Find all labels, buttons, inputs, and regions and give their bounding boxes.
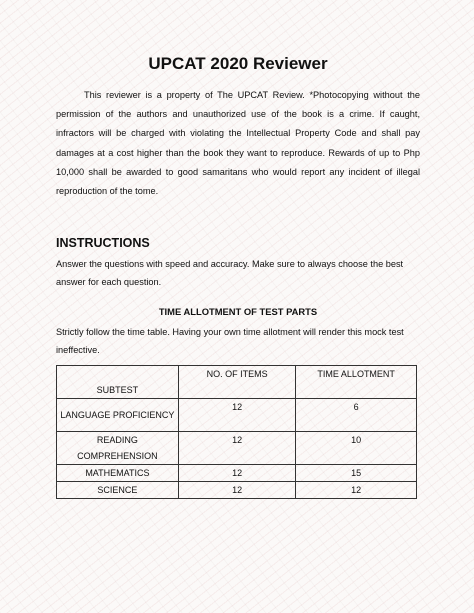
instructions-text: Answer the questions with speed and accuracy. Make sure to always choose the best answer for each question. bbox=[56, 259, 404, 288]
instructions-heading: INSTRUCTIONS bbox=[56, 236, 150, 251]
document-title: UPCAT 2020 Reviewer bbox=[148, 54, 328, 73]
time-cell: 12 bbox=[296, 482, 417, 499]
table-row bbox=[57, 399, 417, 432]
table-row bbox=[57, 432, 417, 465]
table-row bbox=[57, 482, 417, 499]
items-cell: 12 bbox=[178, 399, 296, 432]
header-subtest: SUBTEST bbox=[57, 366, 179, 399]
time-allotment-note: Strictly follow the time table. Having your own time allotment will render this mock test ineffective. bbox=[56, 327, 404, 356]
items-cell: 12 bbox=[178, 465, 296, 482]
time-cell: 10 bbox=[296, 432, 417, 465]
table-header-row bbox=[57, 366, 417, 399]
document-content bbox=[56, 54, 420, 499]
time-cell: 6 bbox=[296, 399, 417, 432]
items-cell: 12 bbox=[178, 432, 296, 465]
subtest-cell: LANGUAGE PROFICIENCY bbox=[57, 399, 179, 432]
items-cell: 12 bbox=[178, 482, 296, 499]
header-time: TIME ALLOTMENT bbox=[296, 366, 417, 399]
subtest-cell: SCIENCE bbox=[57, 482, 179, 499]
time-allotment-table bbox=[56, 365, 417, 499]
intro-paragraph: This reviewer is a property of The UPCAT Review. *Photocopying without the permission of the authors and unauthorized use of the book is a crime. If caught, infractors will be charged with violating the Intellectual Property Code and shall pay damages at a cost higher than the book they want to reproduce. Rewards of up to Php 10,000 shall be awarded to good samaritans who would report any incident of illegal reproduction of the tome. bbox=[56, 90, 420, 197]
time-allotment-heading: TIME ALLOTMENT OF TEST PARTS bbox=[158, 306, 318, 318]
header-items: NO. OF ITEMS bbox=[178, 366, 296, 399]
subtest-cell: MATHEMATICS bbox=[57, 465, 179, 482]
time-cell: 15 bbox=[296, 465, 417, 482]
subtest-cell: READING COMPREHENSION bbox=[57, 432, 179, 465]
table-row bbox=[57, 465, 417, 482]
